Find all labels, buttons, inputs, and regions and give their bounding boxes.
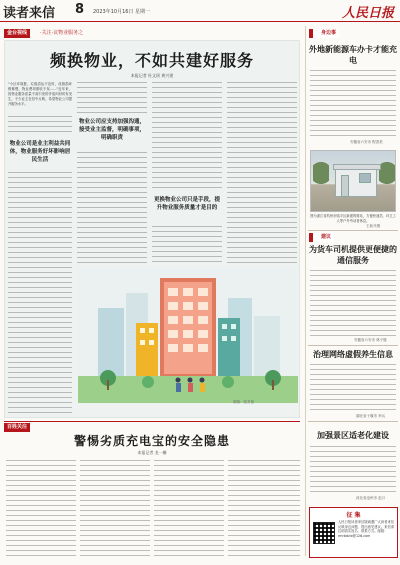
bottom-column-1	[6, 460, 76, 558]
right-separator-1	[308, 230, 398, 231]
bottom-column-2	[80, 460, 150, 558]
bottom-column-3	[154, 460, 224, 558]
submission-callout	[309, 507, 398, 558]
right-credit-4: 河北省沧州市 赵月	[356, 496, 386, 500]
feature-subhead-3: 更换物业公司只是手段，提升物业服务质量才是目的	[153, 197, 220, 211]
right-article-3	[310, 364, 396, 412]
callout-title: 征 集	[346, 512, 361, 519]
qr-code-icon[interactable]	[313, 522, 335, 544]
feature-column-3a	[152, 82, 222, 192]
right-article-1	[310, 70, 396, 138]
page-number: 8	[75, 2, 85, 17]
feature-headline: 频换物业，不如共建好服务	[49, 51, 254, 70]
newspaper-logo: 人民日报	[341, 6, 394, 21]
bottom-section-tag: 百姓关注	[4, 423, 30, 432]
bottom-rule	[4, 421, 300, 422]
right-tag-nearby: 身边事	[309, 29, 339, 38]
feature-column-2a	[77, 82, 147, 114]
feature-column-4	[227, 82, 297, 266]
right-headline-1: 外地新能源车办卡才能充电	[309, 44, 397, 65]
photo-credit: 王新开摄	[366, 224, 380, 228]
feature-section-subtitle: ·关注·议物业服务之	[40, 30, 84, 36]
illustration-credit: 制图：张芳曼	[233, 400, 254, 404]
right-separator-3	[308, 421, 398, 422]
right-headline-3: 治理网络虚假养生信息	[313, 349, 393, 359]
city-illustration	[78, 268, 298, 403]
right-article-2	[310, 270, 396, 336]
feature-column-3b	[152, 226, 222, 266]
bottom-byline: 本报记者 龙一姗	[137, 450, 167, 455]
feature-column-2b	[77, 152, 147, 264]
feature-column-1b	[8, 172, 72, 417]
right-article-4	[310, 446, 396, 494]
main-building	[160, 278, 216, 378]
photo-caption: 图为浙江省杭州市临平区新建的驿站，方便快递员、环卫工人等户外劳动者休息。	[310, 214, 396, 223]
people	[176, 378, 206, 393]
right-credit-3: 湖北省十堰市 李兵	[356, 414, 386, 418]
right-headline-4: 加强景区适老化建设	[317, 430, 389, 440]
issue-date: 2023年10月16日 星期一	[93, 9, 151, 15]
masthead	[0, 0, 400, 22]
feature-subhead-1: 物业公司是业主利益共同体，物业服务好坏影响居民生活	[9, 141, 71, 163]
right-separator-2	[308, 345, 398, 346]
feature-subhead-2: 物业公司应支持加强沟通，接受业主监督，明确事项，明确职责	[78, 119, 145, 141]
right-credit-1: 安徽省六安市 程香美	[350, 140, 383, 144]
feature-intro: "小区环境脏，垃圾清运不及时，设施损坏维修慢，物业费却照收不误……"近年来，因物业服务质量不高引发的矛盾纠纷时有发生，不少业主在信中反映，希望物业公司提升服务水平。	[8, 82, 72, 106]
bottom-headline: 警惕劣质充电宝的安全隐患	[73, 434, 230, 448]
feature-byline: 本报记者 杜文瑶 黄兴建	[130, 73, 174, 78]
right-credit-2: 安徽省六安市 林子健	[354, 338, 387, 342]
column-divider	[305, 26, 306, 556]
right-tag-suggestion: 建议	[309, 233, 334, 242]
right-headline-2: 为货车司机提供更便捷的通信服务	[309, 244, 397, 265]
section-title: 读者来信	[3, 6, 56, 21]
callout-text: 人民日报读者来信版诚邀广大读者来信反映身边问题、提出意见建议。来信请注明真实姓名、联系方式。邮箱：rmrbdzlx@126.com	[338, 520, 395, 538]
feature-section-tag: 金台视线	[4, 29, 30, 38]
feature-column-1a	[8, 116, 72, 136]
bottom-column-4	[228, 460, 300, 558]
rest-station-photo	[310, 150, 396, 212]
